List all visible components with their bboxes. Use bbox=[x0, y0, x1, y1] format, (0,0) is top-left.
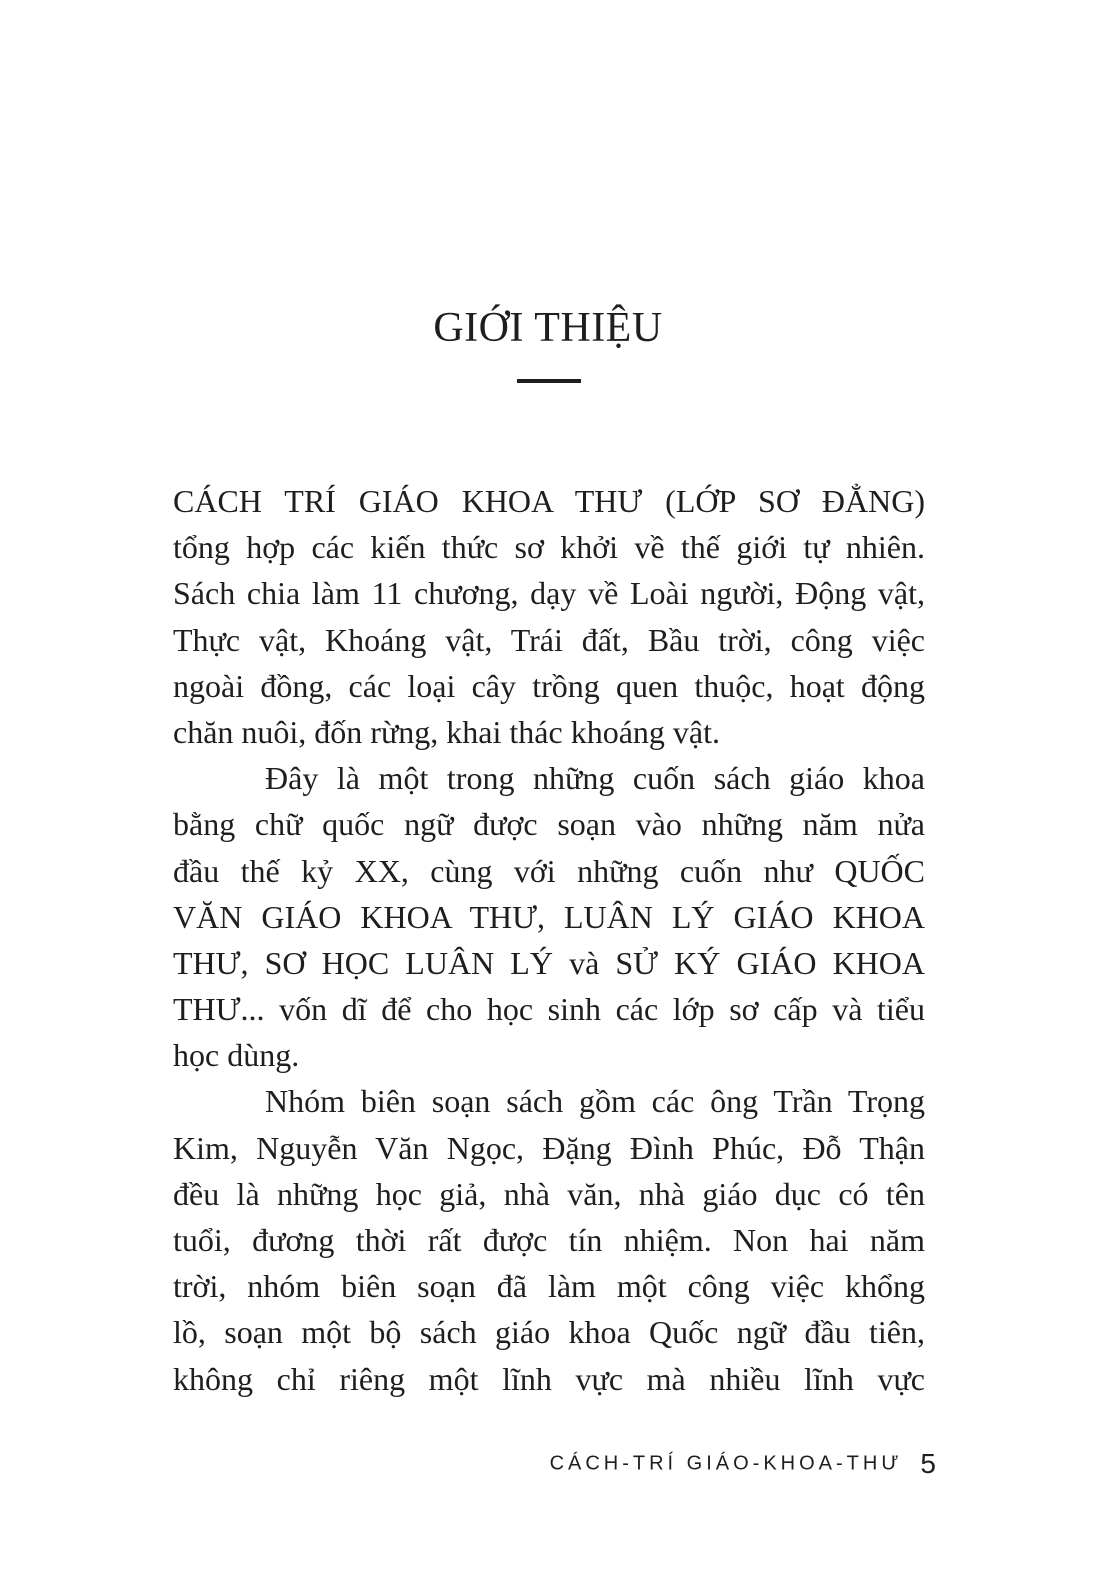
text-line: Sách chia làm 11 chương, dạy về Loài người, Động vật, bbox=[173, 575, 925, 612]
text-line: VĂN GIÁO KHOA THƯ, LUÂN LÝ GIÁO KHOA bbox=[173, 898, 925, 935]
text-line: trời, nhóm biên soạn đã làm một công việc khổng bbox=[173, 1268, 925, 1305]
title-divider bbox=[517, 379, 581, 383]
text-line: đầu thế kỷ XX, cùng với những cuốn như QUỐC bbox=[173, 852, 925, 889]
text-line: học dùng. bbox=[173, 1037, 300, 1074]
text-line: Thực vật, Khoáng vật, Trái đất, Bầu trời, công việc bbox=[173, 621, 925, 658]
text-line: Kim, Nguyễn Văn Ngọc, Đặng Đình Phúc, Đỗ Thận bbox=[173, 1129, 925, 1166]
text-line: tuổi, đương thời rất được tín nhiệm. Non hai năm bbox=[173, 1222, 925, 1258]
text-line: THƯ, SƠ HỌC LUÂN LÝ và SỬ KÝ GIÁO KHOA bbox=[173, 944, 925, 981]
text-line: bằng chữ quốc ngữ được soạn vào những năm nửa bbox=[173, 806, 925, 843]
text-line: CÁCH TRÍ GIÁO KHOA THƯ (LỚP SƠ ĐẲNG) bbox=[173, 483, 925, 519]
page-footer bbox=[0, 1448, 936, 1480]
text-line: ngoài đồng, các loại cây trồng quen thuộc, hoạt động bbox=[173, 667, 925, 704]
text-line: THƯ... vốn dĩ để cho học sinh các lớp sơ cấp và tiểu bbox=[173, 991, 925, 1028]
text-line: đều là những học giả, nhà văn, nhà giáo dục có tên bbox=[173, 1175, 925, 1212]
text-line: chăn nuôi, đốn rừng, khai thác khoáng vật. bbox=[173, 713, 720, 750]
running-title: CÁCH-TRÍ GIÁO-KHOA-THƯ bbox=[549, 1452, 903, 1475]
body-text bbox=[173, 478, 925, 1402]
text-line: không chỉ riêng một lĩnh vực mà nhiều lĩnh vực bbox=[173, 1360, 925, 1397]
page-title: GIỚI THIỆU bbox=[433, 305, 663, 351]
page-number: 5 bbox=[920, 1448, 936, 1479]
text-line: tổng hợp các kiến thức sơ khởi về thế giới tự nhiên. bbox=[173, 529, 925, 566]
text-line: Đây là một trong những cuốn sách giáo khoa bbox=[265, 760, 925, 797]
text-line: lồ, soạn một bộ sách giáo khoa Quốc ngữ đầu tiên, bbox=[173, 1314, 925, 1351]
text-line: Nhóm biên soạn sách gồm các ông Trần Trọng bbox=[265, 1083, 925, 1120]
